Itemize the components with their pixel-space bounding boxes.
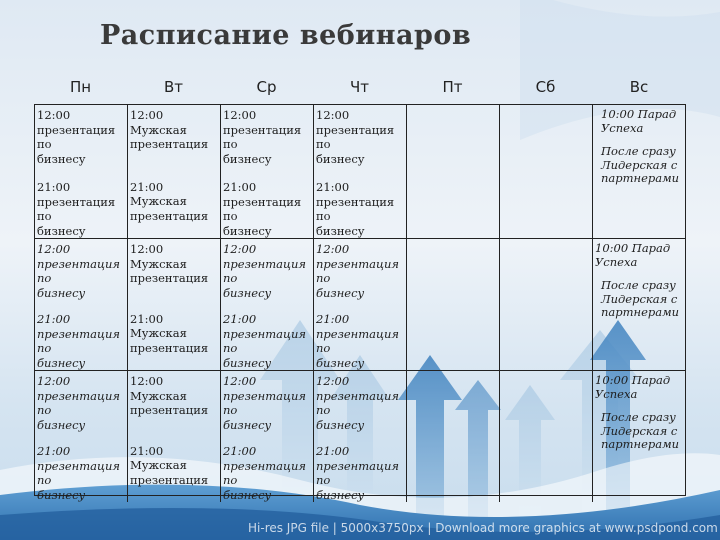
webinar-entry: 21:00 презентация по бизнесу (316, 444, 400, 502)
cell-week1-sat (500, 105, 593, 239)
webinar-entry: После сразу Лидерская с партнерами (601, 278, 680, 319)
webinar-entry: 12:00 презентация по бизнесу (316, 108, 395, 166)
cell-week1-mon (35, 105, 128, 239)
webinar-entry: 12:00 презентация по бизнесу (223, 242, 307, 300)
webinar-entry: 10:00 Парад Успеха (595, 373, 671, 401)
watermark-text: Hi-res JPG file | 5000x3750px | Download more graphics at www.psdpond.com (248, 521, 718, 535)
cell-week3-tue (128, 371, 221, 502)
cell-week1-sun (593, 105, 685, 239)
webinar-entry: 21:00 презентация по бизнесу (223, 312, 307, 370)
webinar-entry: 21:00 презентация по бизнесу (316, 312, 400, 370)
cell-week3-sun (593, 371, 685, 502)
cell-week2-wed (221, 239, 314, 371)
webinar-entry: 12:00 презентация по бизнесу (37, 374, 121, 432)
weekday-header (34, 78, 686, 98)
webinar-entry: 10:00 Парад Успеха (601, 107, 677, 135)
page-title: Расписание вебинаров (100, 20, 472, 51)
day-tue: Вт (163, 78, 184, 96)
webinar-entry: 21:00 презентация по бизнесу (316, 180, 395, 238)
cell-week2-thu (314, 239, 407, 371)
cell-week2-sat (500, 239, 593, 371)
cell-week1-wed (221, 105, 314, 239)
webinar-entry: После сразу Лидерская с партнерами (601, 410, 680, 451)
webinar-entry: 21:00 презентация по бизнесу (223, 444, 307, 502)
cell-week3-thu (314, 371, 407, 502)
webinar-entry: 12:00 Мужская презентация (130, 242, 209, 285)
webinar-entry: После сразу Лидерская с партнерами (601, 144, 680, 185)
day-fri: Пт (442, 78, 463, 96)
day-mon: Пн (69, 78, 92, 96)
webinar-entry: 21:00 презентация по бизнесу (37, 444, 121, 502)
cell-week3-wed (221, 371, 314, 502)
cell-week1-fri (407, 105, 500, 239)
day-sun: Вс (629, 78, 649, 96)
webinar-entry: 12:00 презентация по бизнесу (37, 108, 116, 166)
webinar-entry: 12:00 Мужская презентация (130, 108, 209, 151)
cell-week3-fri (407, 371, 500, 502)
webinar-entry: 10:00 Парад Успеха (595, 241, 671, 269)
day-sat: Сб (535, 78, 556, 96)
webinar-entry: 12:00 презентация по бизнесу (316, 242, 400, 300)
cell-week1-tue (128, 105, 221, 239)
webinar-entry: 12:00 презентация по бизнесу (316, 374, 400, 432)
webinar-entry: 21:00 презентация по бизнесу (37, 312, 121, 370)
webinar-entry: 12:00 презентация по бизнесу (37, 242, 121, 300)
cell-week3-mon (35, 371, 128, 502)
cell-week2-mon (35, 239, 128, 371)
cell-week1-thu (314, 105, 407, 239)
webinar-entry: 21:00 Мужская презентация (130, 443, 209, 487)
day-wed: Ср (256, 78, 277, 96)
webinar-entry: 12:00 Мужская презентация (130, 374, 209, 417)
webinar-entry: 21:00 презентация по бизнесу (37, 180, 116, 238)
webinar-entry: 21:00 Мужская презентация (130, 179, 209, 223)
cell-week2-sun (593, 239, 685, 371)
cell-week3-sat (500, 371, 593, 502)
webinar-entry: 12:00 презентация по бизнесу (223, 108, 302, 166)
webinar-entry: 21:00 Мужская презентация (130, 311, 209, 355)
webinar-entry: 12:00 презентация по бизнесу (223, 374, 307, 432)
day-thu: Чт (349, 78, 370, 96)
cell-week2-tue (128, 239, 221, 371)
cell-week2-fri (407, 239, 500, 371)
webinar-entry: 21:00 презентация по бизнесу (223, 180, 302, 238)
schedule-table (34, 104, 686, 502)
